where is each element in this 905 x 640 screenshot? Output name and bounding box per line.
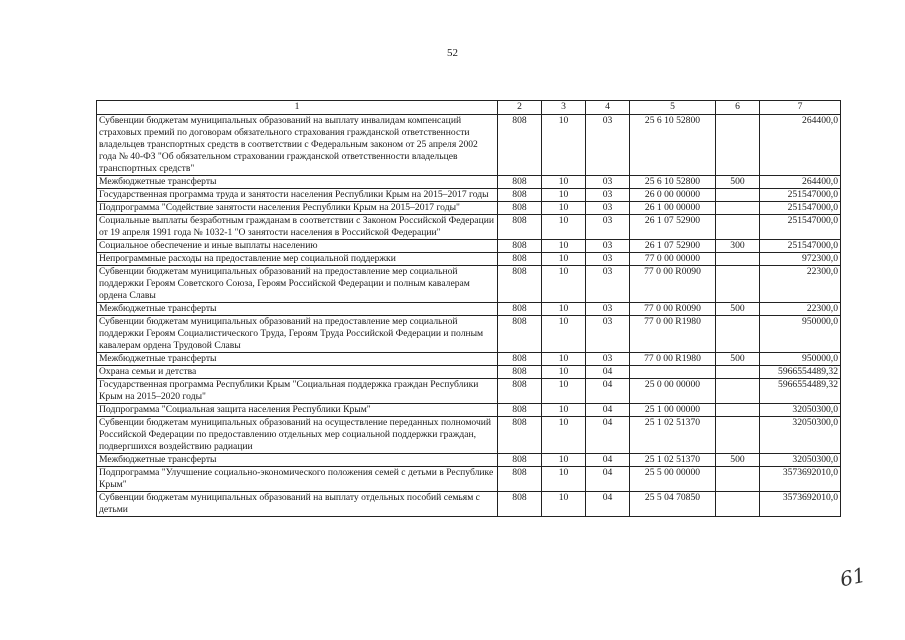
cell-target-article: 25 1 02 51370 — [630, 417, 716, 454]
cell-code: 808 — [498, 266, 542, 303]
cell-name: Подпрограмма "Улучшение социально-экономического положения семей с детьми в Республике Крым" — [97, 467, 498, 492]
cell-name: Субвенции бюджетам муниципальных образований на выплату отдельных пособий семьям с детьми — [97, 492, 498, 517]
cell-target-article: 77 0 00 R1980 — [630, 353, 716, 366]
cell-expense-type — [716, 266, 760, 303]
cell-amount: 950000,0 — [760, 316, 841, 353]
cell-amount: 972300,0 — [760, 253, 841, 266]
cell-name: Субвенции бюджетам муниципальных образований на осуществление переданных полномочий Российской Федерации по предоставлению отдельных мер социальной поддержки граждан, подвергшихся воздействию радиации — [97, 417, 498, 454]
cell-expense-type — [716, 366, 760, 379]
cell-code: 808 — [498, 253, 542, 266]
table-row — [97, 467, 841, 492]
cell-code: 808 — [498, 215, 542, 240]
cell-amount: 251547000,0 — [760, 202, 841, 215]
cell-subsection: 03 — [586, 303, 630, 316]
cell-amount: 32050300,0 — [760, 404, 841, 417]
cell-code: 808 — [498, 316, 542, 353]
cell-target-article: 25 6 10 52800 — [630, 115, 716, 176]
cell-amount: 3573692010,0 — [760, 467, 841, 492]
column-header: 7 — [760, 101, 841, 115]
cell-amount: 264400,0 — [760, 176, 841, 189]
cell-expense-type — [716, 253, 760, 266]
column-header: 2 — [498, 101, 542, 115]
cell-target-article: 25 6 10 52800 — [630, 176, 716, 189]
handwritten-note: 61 — [837, 562, 868, 592]
cell-code: 808 — [498, 176, 542, 189]
cell-subsection: 03 — [586, 176, 630, 189]
cell-amount: 950000,0 — [760, 353, 841, 366]
cell-section: 10 — [542, 353, 586, 366]
cell-code: 808 — [498, 379, 542, 404]
cell-section: 10 — [542, 417, 586, 454]
cell-code: 808 — [498, 353, 542, 366]
cell-target-article — [630, 366, 716, 379]
cell-name: Охрана семьи и детства — [97, 366, 498, 379]
cell-name: Межбюджетные трансферты — [97, 353, 498, 366]
table-row — [97, 316, 841, 353]
table-row — [97, 366, 841, 379]
cell-target-article: 77 0 00 R0090 — [630, 303, 716, 316]
cell-amount: 264400,0 — [760, 115, 841, 176]
cell-name: Субвенции бюджетам муниципальных образований на предоставление мер социальной поддержки Героям Советского Союза, Героям Российской Федерации и полным кавалерам ордена Славы — [97, 266, 498, 303]
cell-section: 10 — [542, 404, 586, 417]
table-header-row — [97, 101, 841, 115]
table-row — [97, 379, 841, 404]
cell-code: 808 — [498, 417, 542, 454]
cell-subsection: 03 — [586, 202, 630, 215]
cell-subsection: 03 — [586, 189, 630, 202]
table-row — [97, 240, 841, 253]
cell-name: Социальное обеспечение и иные выплаты населению — [97, 240, 498, 253]
table-row — [97, 189, 841, 202]
cell-target-article: 77 0 00 R0090 — [630, 266, 716, 303]
column-header: 1 — [97, 101, 498, 115]
cell-expense-type: 300 — [716, 240, 760, 253]
cell-name: Государственная программа Республики Крым "Социальная поддержка граждан Республики Крым на 2015–2020 годы" — [97, 379, 498, 404]
cell-expense-type — [716, 316, 760, 353]
cell-target-article: 26 1 07 52900 — [630, 215, 716, 240]
cell-section: 10 — [542, 115, 586, 176]
cell-amount: 251547000,0 — [760, 189, 841, 202]
cell-section: 10 — [542, 215, 586, 240]
cell-target-article: 77 0 00 00000 — [630, 253, 716, 266]
cell-name: Государственная программа труда и занятости населения Республики Крым на 2015–2017 годы — [97, 189, 498, 202]
table-row — [97, 253, 841, 266]
cell-subsection: 04 — [586, 379, 630, 404]
cell-expense-type — [716, 404, 760, 417]
cell-expense-type — [716, 202, 760, 215]
cell-subsection: 04 — [586, 492, 630, 517]
cell-subsection: 03 — [586, 353, 630, 366]
cell-code: 808 — [498, 303, 542, 316]
table-body — [97, 115, 841, 517]
cell-code: 808 — [498, 467, 542, 492]
cell-section: 10 — [542, 379, 586, 404]
cell-target-article: 25 1 02 51370 — [630, 454, 716, 467]
cell-section: 10 — [542, 176, 586, 189]
cell-expense-type — [716, 467, 760, 492]
table-row — [97, 404, 841, 417]
table-row — [97, 115, 841, 176]
cell-name: Субвенции бюджетам муниципальных образований на выплату инвалидам компенсаций страховых премий по договорам обязательного страхования гражданской ответственности владельцев транспортных средств в соответствии с Федеральным законом от 25 апреля 2002 года № 40-ФЗ "Об обязательном страховании гражданской ответственности владельцев транспортных средств" — [97, 115, 498, 176]
cell-subsection: 04 — [586, 454, 630, 467]
cell-subsection: 03 — [586, 240, 630, 253]
cell-target-article: 25 5 00 00000 — [630, 467, 716, 492]
table-row — [97, 303, 841, 316]
cell-subsection: 04 — [586, 467, 630, 492]
column-header: 3 — [542, 101, 586, 115]
cell-amount: 251547000,0 — [760, 215, 841, 240]
cell-expense-type — [716, 215, 760, 240]
budget-table — [96, 100, 841, 517]
cell-section: 10 — [542, 253, 586, 266]
cell-target-article: 26 1 07 52900 — [630, 240, 716, 253]
page-number: 52 — [447, 47, 458, 59]
cell-expense-type: 500 — [716, 303, 760, 316]
cell-name: Межбюджетные трансферты — [97, 454, 498, 467]
cell-amount: 32050300,0 — [760, 417, 841, 454]
cell-subsection: 03 — [586, 316, 630, 353]
cell-target-article: 26 1 00 00000 — [630, 202, 716, 215]
cell-subsection: 03 — [586, 253, 630, 266]
cell-name: Межбюджетные трансферты — [97, 303, 498, 316]
cell-section: 10 — [542, 266, 586, 303]
cell-name: Подпрограмма "Содействие занятости населения Республики Крым на 2015–2017 годы" — [97, 202, 498, 215]
cell-amount: 5966554489,32 — [760, 366, 841, 379]
cell-name: Подпрограмма "Социальная защита населения Республики Крым" — [97, 404, 498, 417]
cell-expense-type — [716, 417, 760, 454]
cell-subsection: 03 — [586, 215, 630, 240]
cell-expense-type — [716, 189, 760, 202]
cell-name: Межбюджетные трансферты — [97, 176, 498, 189]
table-row — [97, 417, 841, 454]
cell-section: 10 — [542, 366, 586, 379]
cell-amount: 22300,0 — [760, 266, 841, 303]
cell-target-article: 26 0 00 00000 — [630, 189, 716, 202]
table-row — [97, 353, 841, 366]
cell-subsection: 04 — [586, 404, 630, 417]
cell-expense-type — [716, 379, 760, 404]
cell-amount: 3573692010,0 — [760, 492, 841, 517]
cell-subsection: 04 — [586, 366, 630, 379]
cell-target-article: 25 0 00 00000 — [630, 379, 716, 404]
cell-section: 10 — [542, 202, 586, 215]
cell-section: 10 — [542, 316, 586, 353]
cell-code: 808 — [498, 404, 542, 417]
cell-subsection: 03 — [586, 115, 630, 176]
cell-amount: 22300,0 — [760, 303, 841, 316]
table-row — [97, 266, 841, 303]
cell-name: Субвенции бюджетам муниципальных образований на предоставление мер социальной поддержки Героям Социалистического Труда, Героям Труда Российской Федерации и полным кавалерам ордена Трудовой Славы — [97, 316, 498, 353]
cell-name: Непрограммные расходы на предоставление мер социальной поддержки — [97, 253, 498, 266]
table-row — [97, 215, 841, 240]
cell-code: 808 — [498, 189, 542, 202]
cell-target-article: 77 0 00 R1980 — [630, 316, 716, 353]
cell-expense-type: 500 — [716, 176, 760, 189]
cell-section: 10 — [542, 467, 586, 492]
cell-name: Социальные выплаты безработным гражданам в соответствии с Законом Российской Федерации от 19 апреля 1991 года № 1032-1 "О занятости населения в Российской Федерации" — [97, 215, 498, 240]
table-row — [97, 202, 841, 215]
table-row — [97, 454, 841, 467]
cell-code: 808 — [498, 454, 542, 467]
cell-amount: 5966554489,32 — [760, 379, 841, 404]
cell-amount: 32050300,0 — [760, 454, 841, 467]
cell-section: 10 — [542, 303, 586, 316]
column-header: 4 — [586, 101, 630, 115]
cell-expense-type: 500 — [716, 454, 760, 467]
column-header: 5 — [630, 101, 716, 115]
cell-code: 808 — [498, 240, 542, 253]
table-row — [97, 492, 841, 517]
cell-amount: 251547000,0 — [760, 240, 841, 253]
cell-section: 10 — [542, 240, 586, 253]
cell-target-article: 25 1 00 00000 — [630, 404, 716, 417]
cell-expense-type: 500 — [716, 353, 760, 366]
cell-target-article: 25 5 04 70850 — [630, 492, 716, 517]
cell-expense-type — [716, 492, 760, 517]
cell-section: 10 — [542, 492, 586, 517]
cell-code: 808 — [498, 366, 542, 379]
cell-code: 808 — [498, 492, 542, 517]
cell-subsection: 04 — [586, 417, 630, 454]
cell-expense-type — [716, 115, 760, 176]
cell-code: 808 — [498, 202, 542, 215]
table-row — [97, 176, 841, 189]
cell-section: 10 — [542, 189, 586, 202]
cell-code: 808 — [498, 115, 542, 176]
column-header: 6 — [716, 101, 760, 115]
cell-subsection: 03 — [586, 266, 630, 303]
cell-section: 10 — [542, 454, 586, 467]
